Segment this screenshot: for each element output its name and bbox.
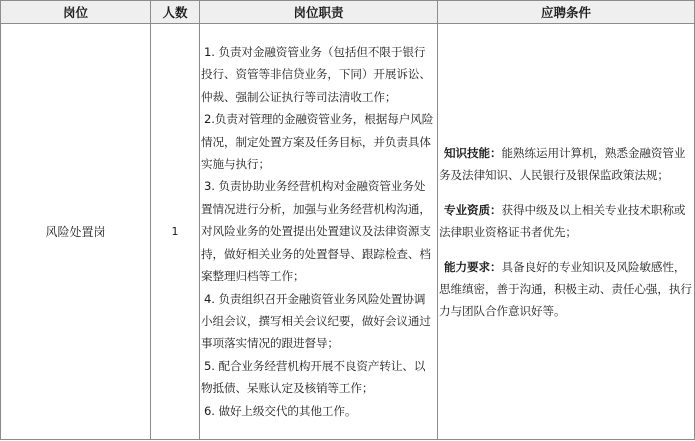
- requirement-text: 具备良好的专业知识及风险敏感性，思维缜密，善于沟通，积极主动、责任心强，执行力与团队合作意识好等。: [439, 259, 692, 318]
- requirement-text: 能熟练运用计算机，熟悉金融资管业务及法律知识、人民银行及银保监政策法规；: [439, 145, 686, 182]
- duty-item-2: 2.负责对管理的金融资管业务，根据每户风险情况，制定处置方案及任务目标，并负责具体实施与执行；: [201, 112, 434, 172]
- requirement-label: 能力要求：: [444, 259, 502, 274]
- duties-cell: [200, 24, 438, 440]
- header-requirements: 应聘条件: [438, 1, 695, 24]
- requirement-knowledge: [439, 142, 692, 186]
- table-row: [1, 24, 695, 440]
- header-position: 岗位: [1, 1, 151, 24]
- header-duties: 岗位职责: [200, 1, 438, 24]
- requirement-ability: [439, 256, 692, 322]
- requirement-text: 获得中级及以上相关专业技术职称或法律职业资格证书者优先；: [439, 202, 686, 239]
- duty-item-1: 1. 负责对金融资管业务（包括但不限于银行投行、资管等非信贷业务，下同）开展诉讼、仲裁、强制公证执行等司法清收工作；: [201, 45, 431, 104]
- duty-item-6: 6. 做好上级交代的其他工作。: [204, 403, 357, 418]
- header-row: [1, 1, 695, 24]
- requirements-cell: [438, 24, 695, 440]
- duty-item-4: 4. 负责组织召开金融资管业务风险处置协调小组会议，撰写相关会议纪要，做好会议通过事项落实情况的跟进督导；: [201, 291, 431, 351]
- requirement-label: 专业资质：: [444, 202, 502, 217]
- headcount: 1: [151, 24, 200, 440]
- requirement-qualification: [439, 199, 692, 243]
- position-name: 风险处置岗: [1, 24, 151, 440]
- duty-item-5: 5. 配合业务经营机构开展不良资产转让、以物抵债、呆账认定及核销等工作；: [201, 358, 426, 396]
- duty-item-3: 3. 负责协助业务经营机构对金融资管业务处置情况进行分析，加强与业务经营机构沟通，对风险业务的处置提出处置建议及法律资源支持，做好相关业务的处置督导、跟踪检查、档案整理归档等工作；: [201, 179, 431, 284]
- requirement-label: 知识技能：: [444, 145, 502, 160]
- header-count: 人数: [151, 1, 200, 24]
